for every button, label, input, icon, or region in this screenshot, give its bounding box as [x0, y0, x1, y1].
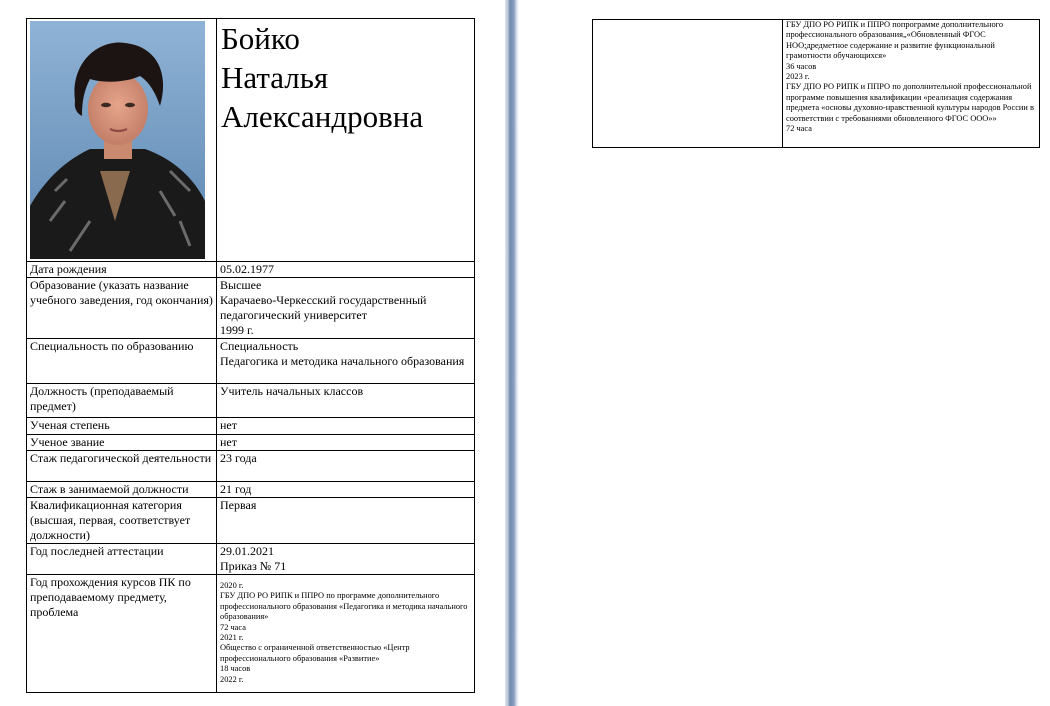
- continuation-table: [592, 19, 1040, 148]
- ped-experience-label: Стаж педагогической деятельности: [27, 451, 217, 482]
- education-value: [217, 278, 475, 339]
- attestation-order: Приказ № 71: [220, 559, 287, 573]
- specialty-name: Педагогика и методика начального образования: [220, 354, 465, 368]
- continuation-hours-1: 36 часов: [786, 61, 817, 71]
- education-label: Образование (указать название учебного заведения, год окончания): [27, 278, 217, 339]
- specialty-label: Специальность по образованию: [27, 339, 217, 384]
- position-experience-value: 21 год: [217, 482, 475, 498]
- education-year: 1999 г.: [220, 323, 254, 337]
- birth-value: 05.02.1977: [217, 262, 475, 278]
- title-label: Ученое звание: [27, 435, 217, 451]
- continuation-program-1: ГБУ ДПО РО РИПК и ППРО попрограмме дополнительного профессионального образования„«Обновленный ФГОС НОО;дредметное содержание и развитие функциональной грамотности обучающихся»: [786, 20, 1004, 61]
- education-level: Высшее: [220, 278, 262, 292]
- ped-experience-value: 23 года: [217, 451, 475, 482]
- category-value: Первая: [217, 498, 475, 544]
- courses-program-2: Общество с ограниченной ответственностью «Центр профессионального образования «Развитие»: [220, 643, 410, 663]
- courses-hours-1: 72 часа: [220, 622, 246, 632]
- continuation-hours-2: 72 часа: [786, 124, 812, 134]
- courses-value: [217, 575, 475, 693]
- degree-value: нет: [217, 418, 475, 435]
- title-value: нет: [217, 435, 475, 451]
- continuation-program-2: ГБУ ДПО РО РИПК и ППРО по дополнительной профессиональной программе повышения квалификации «реализация содержания предмета «основы духовно-нравственной культуры народов России в соответствии с требованиями обновленного ФГОС ООО»»: [786, 82, 1034, 123]
- courses-program-1: ГБУ ДПО РО РИПК и ППРО по программе дополнительного профессионального образования «Педагогика и методика начального образования»: [220, 591, 468, 622]
- continuation-empty-cell: [593, 20, 783, 148]
- position-experience-label: Стаж в занимаемой должности: [27, 482, 217, 498]
- courses-label: Год прохождения курсов ПК по преподаваемому предмету, проблема: [27, 575, 217, 693]
- birth-label: Дата рождения: [27, 262, 217, 278]
- position-label: Должность (преподаваемый предмет): [27, 384, 217, 418]
- document-page-right: [519, 0, 1050, 706]
- first-name: Наталья: [221, 60, 329, 95]
- specialty-value: [217, 339, 475, 384]
- photo-cell: [27, 19, 217, 262]
- person-photo: [30, 21, 205, 259]
- page-divider: [505, 0, 519, 706]
- continuation-courses: [783, 20, 1040, 148]
- document-page-left: [0, 0, 505, 706]
- name-cell: [217, 19, 475, 262]
- courses-year-2022: 2022 г.: [220, 674, 244, 684]
- degree-label: Ученая степень: [27, 418, 217, 435]
- attestation-label: Год последней аттестации: [27, 544, 217, 575]
- courses-year-2020: 2020 г.: [220, 581, 244, 590]
- courses-hours-2: 18 часов: [220, 664, 251, 674]
- surname: Бойко: [221, 21, 300, 56]
- category-label: Квалификационная категория (высшая, первая, соответствует должности): [27, 498, 217, 544]
- position-value: Учитель начальных классов: [217, 384, 475, 418]
- patronymic: Александровна: [221, 99, 424, 134]
- profile-table: [26, 18, 475, 693]
- courses-year-2021: 2021 г.: [220, 633, 244, 643]
- attestation-value: [217, 544, 475, 575]
- education-institution: Карачаево-Черкесский государственный педагогический университет: [220, 293, 427, 322]
- attestation-date: 29.01.2021: [220, 544, 274, 558]
- specialty-heading: Специальность: [220, 339, 299, 353]
- continuation-year-2023: 2023 г.: [786, 72, 810, 82]
